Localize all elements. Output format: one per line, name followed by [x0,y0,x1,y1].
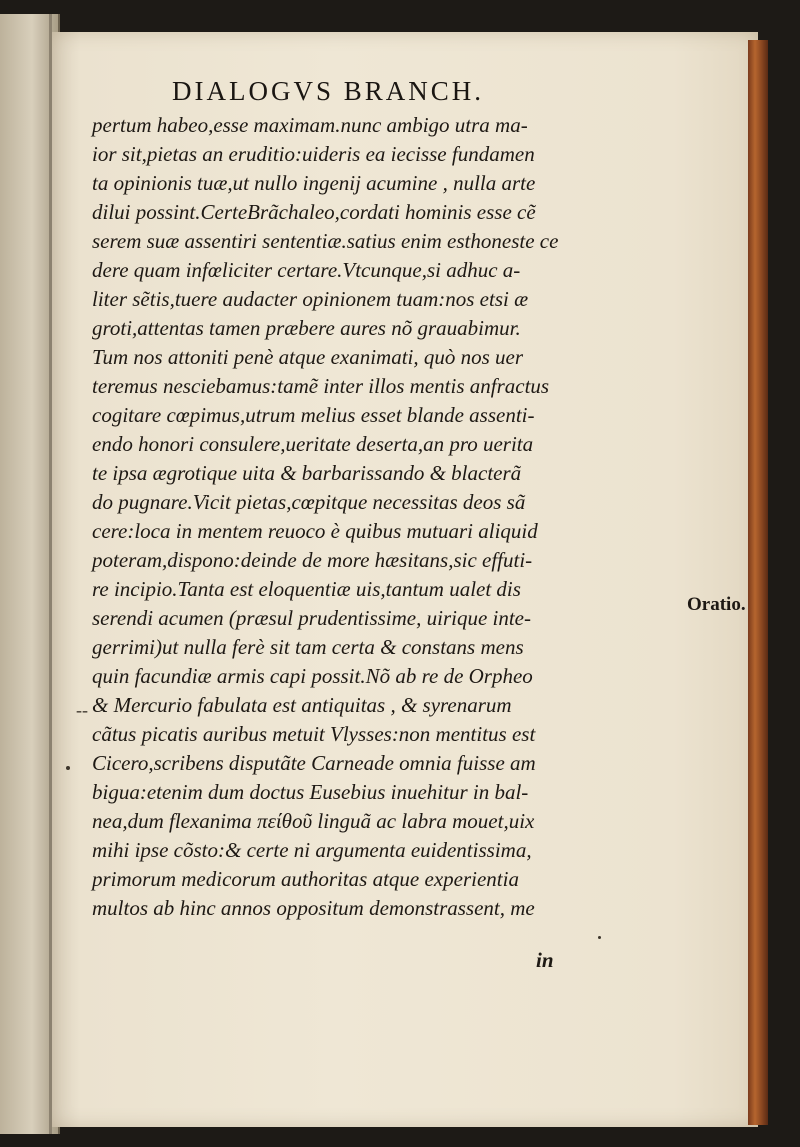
text-line: re incipio.Tanta est eloquentiæ uis,tantum ualet dis [92,577,521,601]
text-line: te ipsa ægrotique uita & barbarissando & blacterã [92,461,522,485]
text-line: cogitare cœpimus,utrum melius esset blande assenti- [92,403,535,427]
text-line: & Mercurio fabulata est antiquitas , & syrenarum [92,693,512,717]
text-line: pertum habeo,esse maximam.nunc ambigo utra ma- [92,113,528,137]
catchword: in [536,948,554,972]
text-line: groti,attentas tamen præbere aures nõ grauabimur. [92,316,521,340]
gutter-mark: -- [76,700,88,720]
text-line: cãtus picatis auribus metuit Vlysses:non mentitus est [92,722,536,746]
text-line: gerrimi)ut nulla ferè sit tam certa & constans mens [92,635,524,659]
ink-speck [598,936,601,939]
text-line: primorum medicorum authoritas atque experientia [92,867,519,891]
text-line: ior sit,pietas an eruditio:uideris ea iecisse fundamen [92,142,535,166]
text-line: multos ab hinc annos oppositum demonstrassent, me [92,896,535,920]
margin-note: Oratio. [687,594,746,615]
text-line: ta opinionis tuæ,ut nullo ingenij acumine , nulla arte [92,171,536,195]
text-line: endo honori consulere,ueritate deserta,an pro uerita [92,432,534,456]
text-line: Cicero,scribens disputãte Carneade omnia fuisse am [92,751,536,775]
text-line: liter sẽtis,tuere audacter opinionem tuam:nos etsi æ [92,287,529,311]
text-line: quin facundiæ armis capi possit.Nõ ab re de Orpheo [92,664,533,688]
text-line: mihi ipse cõsto:& certe ni argumenta euidentissima, [92,838,532,862]
text-line: cere:loca in mentem reuoco è quibus mutuari aliquid [92,519,538,543]
text-line: dilui possint.CerteBrãchaleo,cordati hominis esse cẽ [92,200,536,224]
text-line: bigua:etenim dum doctus Eusebius inuehitur in bal- [92,780,529,804]
text-line: do pugnare.Vicit pietas,cœpitque necessitas deos sã [92,490,526,514]
text-line: serendi acumen (præsul prudentissime, uirique inte- [92,606,532,630]
text-line: serem suæ assentiri sententiæ.satius enim esthoneste ce [92,229,559,253]
text-line: poteram,dispono:deinde de more hæsitans,sic effuti- [92,548,533,572]
text-line: teremus nesciebamus:tamẽ inter illos mentis anfractus [92,374,550,398]
ink-speck [66,766,70,770]
text-line: Tum nos attoniti penè atque exanimati, quò nos uer [92,345,524,369]
text-line: dere quam infœliciter certare.Vtcunque,si adhuc a- [92,258,521,282]
text-line: nea,dum flexanima πείθοῦ linguã ac labra mouet,uix [92,809,535,833]
running-head: DIALOGVS BRANCH. [172,76,485,106]
